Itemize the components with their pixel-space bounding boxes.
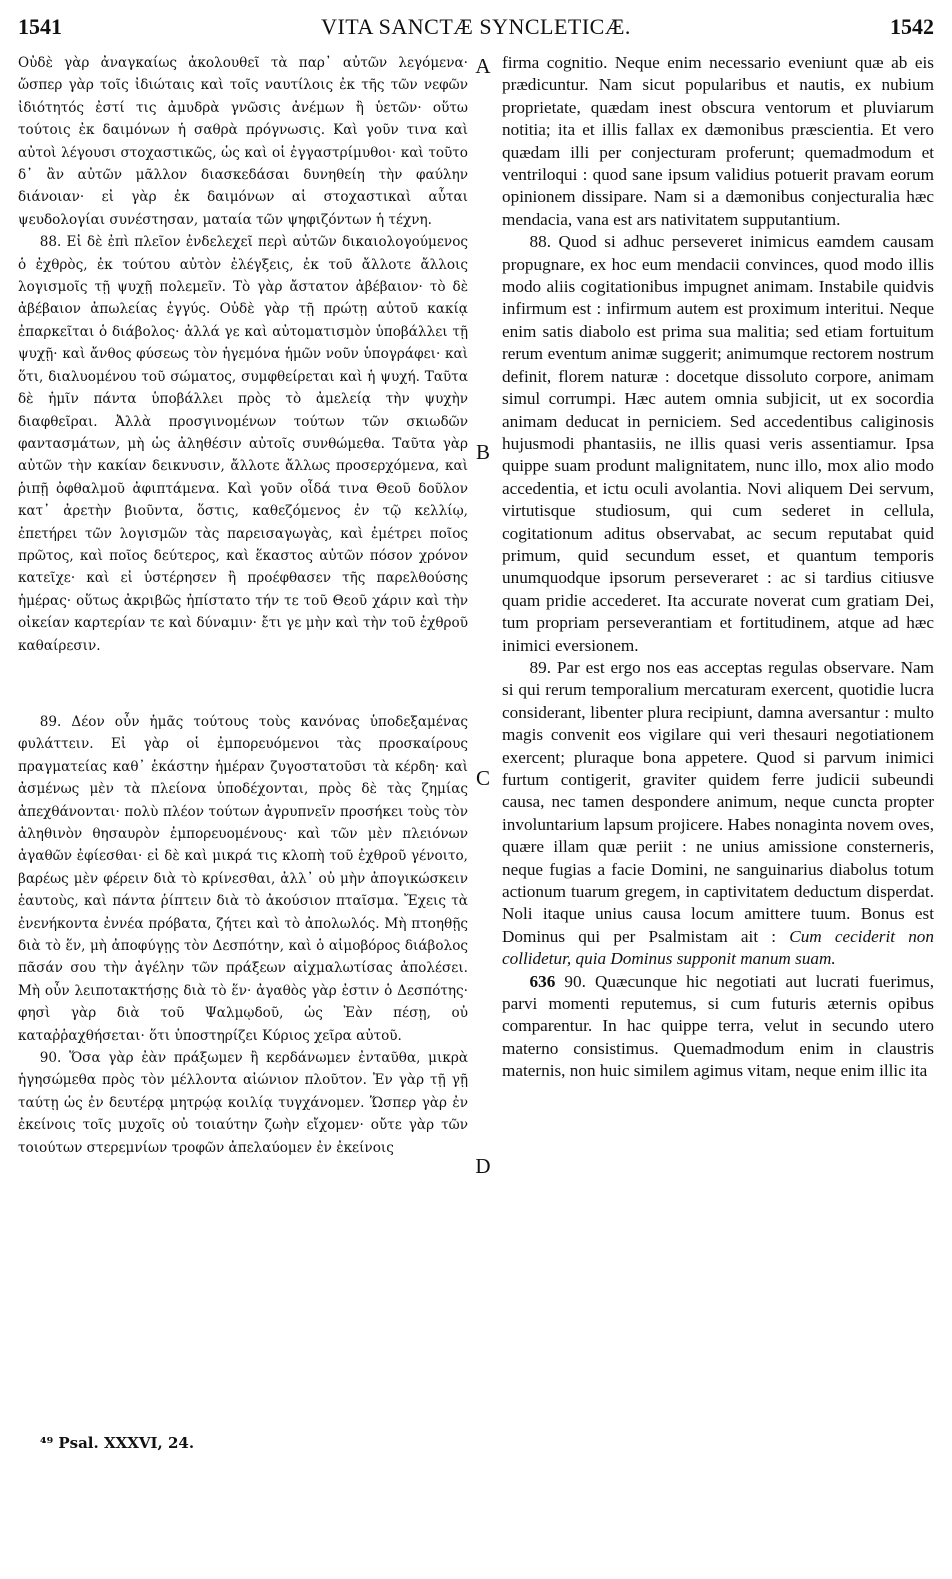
margin-letter-a: A	[475, 54, 491, 78]
latin-paragraph-88: 88. Quod si adhuc perseveret inimicus eamdem causam propugnare, ex hoc eum mendacii convinces, quod modo illis modo aliis cogitationibus impugnet animam. Instabile quidvis infirmum est : infirmum autem est proximum interitui. Neque enim satis diabolo est prima sua malitia; sed etiam fortuitum rerum eventum animæ suggerit; animumque rectorem nostrum definit, florem naturæ : docetque dissoluto corpore, animam simul corrumpi. Hæc autem omnia subjicit, ut ex socordia animam deducat in perniciem. Sed accedentibus caliginosis hujusmodi phantasiis, ne illis quasi veris assentiamur. Ipsa quippe suam produnt malignitatem, nunc illo, mox alio modo accedentia, et ictu oculi avolantia. Novi aliquem Dei servum, virtutisque studiosum, qui cum sederet in cellula, cogitationum aditus observabat, ac secum reputabat quid primum, quid secundum esset, et quantum temporis unumquodque ipsorum perseveraret : ac si tardius citiusve quam pridie accederet. Ita accurate noverat cum gratiam Dei, tum propriam perseverantiam et fortitudinem, atque ad hæc inimici eversionem.	[502, 232, 934, 655]
greek-paragraph-89: 89. Δέον οὖν ἡμᾶς τούτους τοὺς κανόνας ὑποδεξαμένας φυλάττειν. Εἰ γὰρ οἱ ἐμπορευόμενοι τὰς προσκαίρους πραγματείας καθ᾽ ἑκάστην ἡμέραν ζυγοστατοῦσι τὰ κέρδη· καὶ ἀσμένως μὲν τὰ πλείονα ὑποδέχονται, πρὸς δὲ τὰς ζημίας ἀπεχθάνονται· πολὺ πλέον τούτων ἀγρυπνεῖν προσήκει τοὺς τὸν ἀληθινὸν θησαυρὸν ἐμπορευομένους· καὶ τῶν μὲν πλειόνων ἀγαθῶν ἐφίεσθαι· εἰ δὲ καὶ μικρά τις κλοπὴ τοῦ ἐχθροῦ γένοιτο, βαρέως μὲν φέρειν διὰ τὸ κρίνεσθαι, ἀλλ᾽ οὐ μὴν ἀπογικώσκειν ἑαυτοὺς, καὶ πάντα ῥίπτειν διὰ τὸ ἀκούσιον πταῖσμα. Ἔχεις τὰ ἐνενήκοντα ἐννέα πρόβατα, ζήτει καὶ τὸ ἀπολωλός. Μὴ πτοηθῇς διὰ τὸ ἕν, μὴ ἀποφύγῃς τὸν Δεσπότην, καὶ ὁ αἱμοβόρος διάβολος πᾶσάν σου τὴν ἀγέλην τῶν πράξεων αἰχμαλωτίσας ἀπολέσει. Μὴ οὖν λειποτακτήσῃς διὰ τὸ ἕν· ἀγαθὸς γὰρ ἐστιν ὁ Δεσπότης· φησὶ γὰρ διὰ τοῦ Ψαλμῳδοῦ, ὡς Ἐὰν πέσῃ, οὐ καταῤῥαχθήσεται· ὅτι ὑποστηρίζει Κύριος χεῖρα αὐτοῦ.	[18, 713, 468, 1044]
latin-paragraph-89	[502, 657, 934, 971]
margin-letter-d: D	[475, 1154, 491, 1178]
greek-paragraph-90: 90. Ὅσα γὰρ ἐὰν πράξωμεν ἢ κερδάνωμεν ἐνταῦθα, μικρὰ ἡγησώμεθα πρὸς τὸν μέλλοντα αἰώνιον πλοῦτον. Ἐν γὰρ τῇ γῇ ταύτῃ ὡς ἐν δευτέρᾳ μητρῴᾳ κοιλίᾳ τυγχάνομεν. Ὥσπερ γὰρ ἐν ἐκείνοις τοῖς μυχοῖς οὐ τοιαύτην ζωὴν εἴχομεν· οὔτε γὰρ τῶν τοιούτων στερεμνίων τροφῶν ἀπελαύομεν ἐν ἐκείνοις	[18, 1050, 468, 1156]
page-header	[18, 14, 934, 44]
latin-column	[502, 52, 934, 1083]
greek-column	[18, 52, 468, 1159]
margin-letter-c: C	[475, 766, 490, 790]
greek-spacer	[18, 657, 468, 711]
greek-paragraph-87-continued: Οὐδὲ γὰρ ἀναγκαίως ἀκολουθεῖ τὰ παρ᾽ αὐτῶν λεγόμενα· ὥσπερ γὰρ τοῖς ἰδιώταις καὶ τοῖς ναυτίλοις ἐκ τῆς τῶν νεφῶν ἰδιότητός ἐστί τις ἀμυδρὰ γνῶσις ἀνέμων ἢ ὑετῶν· οὕτω τούτοις ἐκ δαιμόνων ἡ σαθρὰ πρόγνωσις. Καὶ γοῦν τινα καὶ αὐτοὶ λέγουσι στοχαστικῶς, ὡς καὶ οἱ ἐγγαστρίμυθοι· καὶ τοῦτο δ᾽ ἂν αὐτῶν μᾶλλον διασκεδάσαι δυνηθείη τὴν φαύλην διάνοιαν· εἰ γὰρ ἐκ δαιμόνων αἱ στοχαστικαὶ αὗται ψευδολογίαι συνέστησαν, ματαία τῶν ψηφιζόντων ἡ τέχνη.	[18, 55, 468, 228]
latin-paragraph-89-text: 89. Par est ergo nos eas acceptas regulas observare. Nam si qui rerum temporalium mercaturam exercent, quotidie lucra considerant, libenter plura recipiunt, damna aversantur : multo magis convenit eos vigilare qui veri thesauri negotiationem exercent; pluraque bona appetere. Quod si parvum inimici furtum contigerit, graviter quidem ferre judicii subeundi causa, nec tamen despondere animum, neque cuncta propter involuntarium lapsum projicere. Habes nonaginta novem oves, quære illam quæ periit : ne unius amissione consterneris, neque fugias a facie Domini, ne sanguinarius diabolus totum actionum tuarum gregem, in captivitatem deductum disperdat. Noli itaque unius causa locum amittere tuum. Bonus est Dominus qui per Psalmistam ait :	[502, 657, 934, 946]
latin-paragraph-87-continued: firma cognitio. Neque enim necessario eveniunt quæ ab eis prædicuntur. Nam sicut popularibus et nautis, ex nubium proprietate, quædam inest obscura ventorum et pluviarum notitia; ita et illis fallax ex dæmonibus præscientia. Et vero quædam illi per conjecturam proferunt; quemadmodum et ventriloqui : quod sane ipsum validius potuerit pravam eorum opinionem dissipare. Nam si a dæmonibus conjecturalia hæc mendacia, vana est ars nativitatem supputantium.	[502, 53, 934, 229]
greek-paragraph-88: 88. Εἰ δὲ ἐπὶ πλεῖον ἐνδελεχεῖ περὶ αὐτῶν δικαιολογούμενος ὁ ἐχθρὸς, ἐκ τούτου αὐτὸν ἐλέγξεις, ἐκ τοῦ ἄλλοτε ἄλλοις λογισμοῖς τῇ ψυχῇ πολεμεῖν. Τὸ γὰρ ἄστατον ἀβέβαιον· τὸ δὲ ἀβέβαιον ἀπωλείας ἐγγύς. Οὐδὲ γὰρ τῇ πρώτῃ αὐτοῦ κακίᾳ ἐπαρκεῖται ὁ διάβολος· ἀλλά γε καὶ αὐτοματισμὸν ὑποβάλλει τῇ ψυχῇ· καὶ ἄνθος φύσεως τὸν ἡγεμόνα ἡμῶν νοῦν ὑπογράφει· καὶ ὅτι, διαλυομένου τοῦ σώματος, συμφθείρεται καὶ ἡ ψυχή. Ταῦτα δὲ ἡμῖν πάντα ὑποβάλλει πρὸς τὸ ἀμελείᾳ τὴν ψυχὴν διαφθεῖραι. Ἀλλὰ προσγινομένων τούτων τῶν σκιωδῶν φαντασμάτων, μὴ ὡς ἀληθέσιν αὐτοῖς συνθώμεθα. Ταῦτα γὰρ αὐτῶν τὴν κακίαν δεικνυσιν, ἄλλοτε ἄλλως προσερχόμενα, καὶ ῥιπῇ ὀφθαλμοῦ ἀφιπτάμενα. Καὶ γοῦν οἶδά τινα Θεοῦ δοῦλον κατ᾽ ἀρετὴν βιοῦντα, ὅστις, καθεζόμενος ἐν τῷ κελλίῳ, ἐπετήρει τῶν λογισμῶν τὰς παρεισαγωγὰς, καὶ ἐμέτρει ποῖος πρῶτος, καὶ ποῖος δεύτερος, καὶ ἕκαστος αὐτῶν πόσον χρόνον κατεῖχε· καὶ εἰ ὑστέρησεν ἢ προέφθασεν τῆς παρελθούσης ἡμέρας· οὕτως ἀκριβῶς ἠπίστατο τήν τε τοῦ Θεοῦ χάριν καὶ τὴν οἰκείαν καρτερίαν τε καὶ δύναμιν· ἔτι γε μὴν καὶ τὴν τοῦ ἐχθροῦ καθαίρεσιν.	[18, 234, 468, 654]
running-title: VITA SANCTÆ SYNCLETICÆ.	[321, 14, 631, 39]
psalm-quotation: Cum ceciderit non collidetur, quia Dominus supponit manum suam.	[502, 926, 934, 969]
column-number-right: 1542	[890, 14, 934, 39]
column-marker: 636	[529, 971, 556, 991]
latin-paragraph-90	[502, 971, 934, 1083]
latin-paragraph-90-text: 90. Quæcunque hic negotiati aut lucrati fuerimus, parvi momenti reputemus, si cum futuris æternis opibus comparentur. In hac quippe terra, velut in secundo utero materno consistimus. Quemadmodum enim in claustris maternis, non huic similem agimus vitam, neque enim illic ita	[502, 971, 934, 1081]
footnote: ⁴⁹ Psal. XXXVI, 24.	[40, 1434, 195, 1452]
column-number-left: 1541	[18, 14, 62, 39]
margin-letter-b: B	[475, 440, 490, 464]
